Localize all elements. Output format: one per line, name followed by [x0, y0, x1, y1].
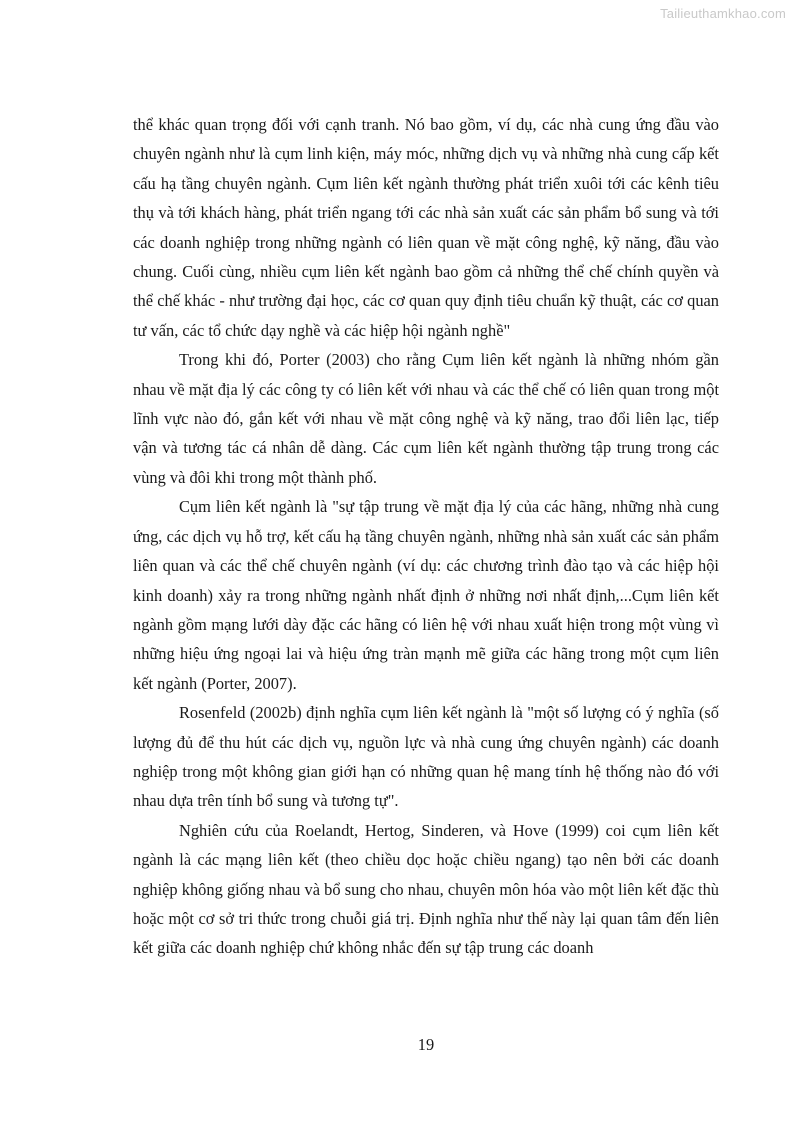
page-number: 19 — [417, 1035, 435, 1054]
document-body — [133, 110, 719, 963]
paragraph-porter-2003: Trong khi đó, Porter (2003) cho rằng Cụm liên kết ngành là những nhóm gần nhau về mặt địa lý các công ty có liên kết với nhau và các thể chế có liên quan trong một lĩnh vực nào đó, gắn kết với nhau về mặt công nghệ và kỹ năng, trao đổi liên lạc, tiếp vận và tương tác cá nhân dễ dàng. Các cụm liên kết ngành thường tập trung trong các vùng và đôi khi trong một thành phố. — [133, 350, 719, 487]
paragraph-rosenfeld: Rosenfeld (2002b) định nghĩa cụm liên kết ngành là "một số lượng có ý nghĩa (số lượng đủ để thu hút các dịch vụ, nguồn lực và nhà cung ứng chuyên ngành) các doanh nghiệp trong một không gian giới hạn có những quan hệ mang tính hệ thống nào đó với nhau dựa trên tính bổ sung và tương tự". — [133, 703, 719, 811]
watermark: Tailieuthamkhao.com — [660, 6, 786, 21]
paragraph-roelandt: Nghiên cứu của Roelandt, Hertog, Sinderen, và Hove (1999) coi cụm liên kết ngành là các mạng liên kết (theo chiều dọc hoặc chiều ngang) tạo nên bởi các doanh nghiệp không giống nhau và bổ sung cho nhau, chuyên môn hóa vào một liên kết đặc thù hoặc một cơ sở tri thức trong chuỗi giá trị. Định nghĩa như thế này lại quan tâm đến liên kết giữa các doanh nghiệp chứ không nhắc đến sự tập trung các doanh — [133, 820, 719, 958]
paragraph-continuation: thể khác quan trọng đối với cạnh tranh. Nó bao gồm, ví dụ, các nhà cung ứng đầu vào chuyên ngành như là cụm linh kiện, máy móc, những dịch vụ và những nhà cung cấp kết cấu hạ tầng chuyên ngành. Cụm liên kết ngành thường phát triển xuôi tới các kênh tiêu thụ và tới khách hàng, phát triển ngang tới các nhà sản xuất các sản phẩm bổ sung và tới các doanh nghiệp trong những ngành có liên quan về mặt công nghệ, kỹ năng, đầu vào chung. Cuối cùng, nhiều cụm liên kết ngành bao gồm cả những thể chế chính quyền và thể chế khác - như trường đại học, các cơ quan quy định tiêu chuẩn kỹ thuật, các cơ quan tư vấn, các tổ chức dạy nghề và các hiệp hội ngành nghề" — [133, 115, 719, 340]
paragraph-cluster-definition: Cụm liên kết ngành là "sự tập trung về mặt địa lý của các hãng, những nhà cung ứng, các dịch vụ hỗ trợ, kết cấu hạ tầng chuyên ngành, những nhà sản xuất các sản phẩm liên quan và các thể chế chuyên ngành (ví dụ: các chương trình đào tạo và các hiệp hội kinh doanh) xảy ra trong những ngành nhất định ở những nơi nhất định,...Cụm liên kết ngành gồm mạng lưới dày đặc các hãng có liên hệ với nhau xuất hiện trong một vùng vì những hiệu ứng ngoại lai và hiệu ứng tràn mạnh mẽ giữa các hãng trong một cụm liên kết ngành (Porter, 2007). — [133, 497, 719, 693]
